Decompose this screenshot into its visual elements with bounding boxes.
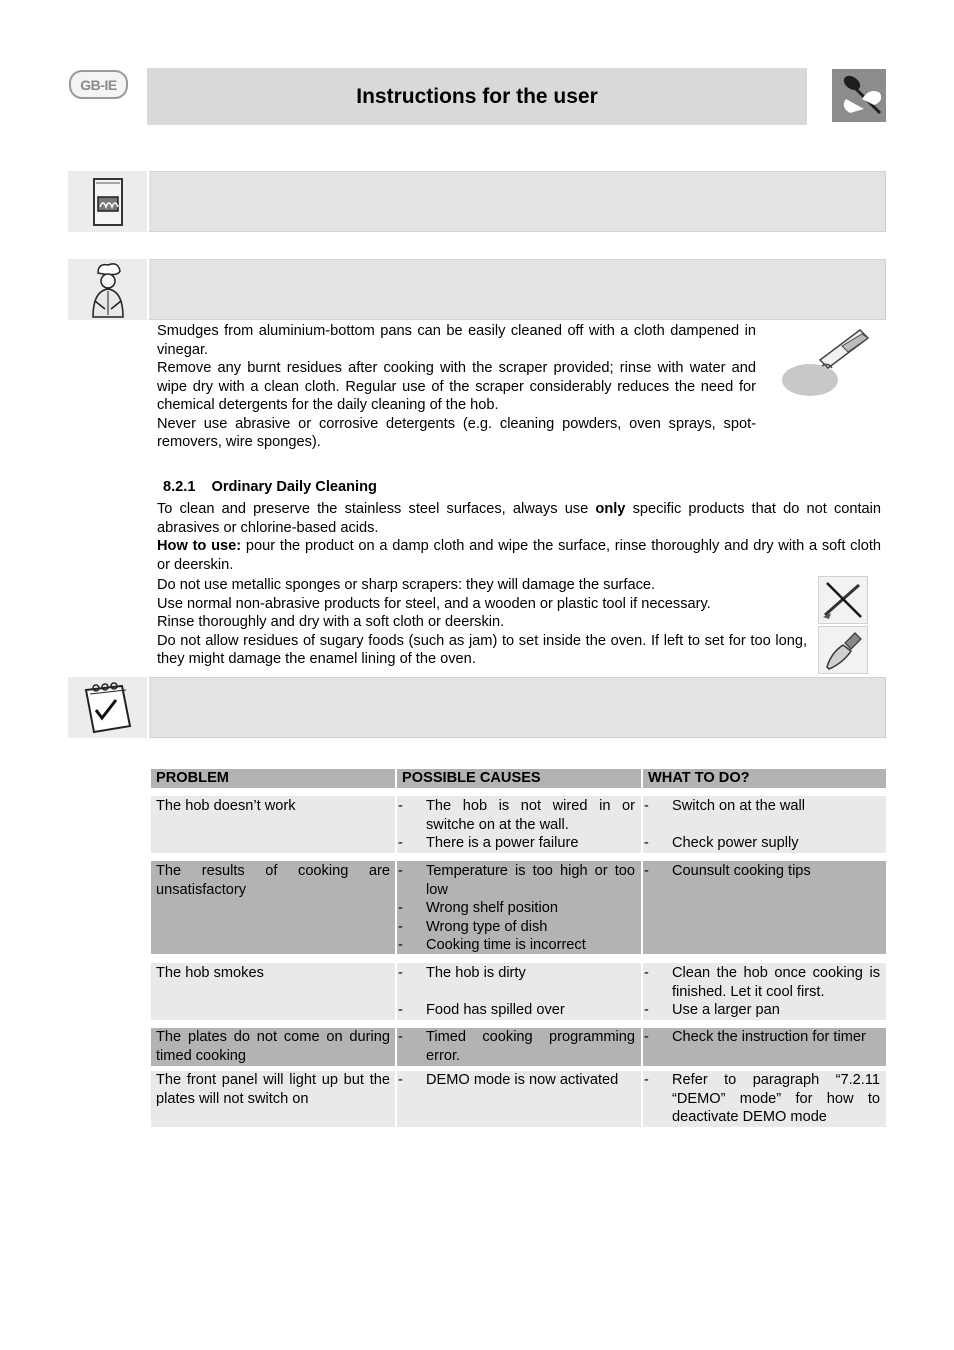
bullet-dash: - — [398, 900, 403, 916]
cause-text: There is a power failure — [426, 835, 579, 851]
table-row-causes — [397, 796, 641, 853]
page-title: Instructions for the user — [147, 68, 807, 125]
text-run: To clean and preserve the stainless steel surfaces, always use — [157, 501, 596, 517]
column-header-problem: PROBLEM — [151, 769, 395, 788]
intro-text — [157, 322, 756, 452]
section-body-narrow — [157, 576, 807, 669]
cause-text: DEMO mode is now activated — [426, 1072, 619, 1088]
list-item — [397, 899, 641, 918]
cause-text: Wrong shelf position — [426, 900, 558, 916]
column-header-actions: WHAT TO DO? — [643, 769, 886, 788]
section-paragraph: Do not use metallic sponges or sharp scrapers: they will damage the surface. — [157, 577, 656, 593]
list-item — [643, 797, 886, 816]
table-row-actions — [643, 1028, 886, 1066]
section-heading — [163, 479, 377, 495]
table-row-actions — [643, 796, 886, 853]
bullet-dash: - — [644, 863, 649, 879]
bullet-dash: - — [644, 1002, 649, 1018]
table-row-problem: The hob doesn’t work — [151, 796, 395, 853]
section-paragraph — [157, 500, 881, 537]
bullet-dash: - — [644, 798, 649, 814]
section-band-cleaning — [68, 259, 886, 320]
oven-door-icon — [68, 171, 149, 232]
cause-text: Wrong type of dish — [426, 918, 548, 935]
bullet-dash: - — [398, 918, 403, 935]
chef-icon — [68, 259, 149, 320]
scraper-icon — [780, 320, 882, 400]
table-row-causes — [397, 1071, 641, 1127]
list-item — [397, 834, 641, 853]
action-text: Switch on at the wall — [672, 798, 806, 814]
table-row-causes — [397, 861, 641, 954]
bullet-dash: - — [398, 835, 403, 851]
bullet-dash: - — [644, 835, 649, 851]
bullet-dash: - — [398, 1029, 403, 1045]
checklist-notepad-icon — [68, 677, 149, 738]
language-badge: GB-IE — [69, 70, 128, 99]
bullet-dash: - — [398, 937, 403, 953]
bullet-dash: - — [398, 798, 403, 814]
list-item — [397, 918, 641, 937]
list-item — [397, 1028, 641, 1065]
bullet-dash: - — [398, 1072, 403, 1088]
bullet-dash: - — [644, 965, 649, 981]
cause-text: The hob is dirty — [426, 965, 526, 981]
list-item — [643, 1028, 886, 1047]
action-text: Refer to paragraph “7.2.11 “DEMO” mode” for how to deactivate DEMO mode — [672, 1072, 880, 1125]
section-title: Ordinary Daily Cleaning — [211, 479, 377, 495]
table-row-problem: The front panel will light up but the plates will not switch on — [151, 1071, 395, 1127]
action-text: Check the instruction for timer — [672, 1029, 866, 1045]
intro-paragraph: Remove any burnt residues after cooking with the scraper provided; rinse with water and wipe dry with a clean cloth. Regular use of the scraper considerably reduces the need for chemical detergents for the daily cleaning of the hob. — [157, 360, 756, 413]
list-item — [643, 1001, 886, 1020]
bullet-dash: - — [398, 1002, 403, 1018]
list-item — [397, 862, 641, 899]
section-band-troubleshooting — [68, 677, 886, 738]
bullet-dash: - — [398, 965, 403, 981]
section-paragraph — [157, 537, 881, 574]
spoon-chef-hat-logo-icon — [832, 69, 886, 122]
list-item — [397, 936, 641, 955]
emphasis-text: How to use: — [157, 538, 242, 554]
text-run: specific products that do not contain abrasives or chlorine-based acids. — [157, 501, 882, 536]
bullet-dash: - — [398, 863, 403, 879]
section-number: 8.2.1 — [163, 479, 196, 495]
table-row-actions — [643, 861, 886, 954]
table-row-actions — [643, 963, 886, 1020]
list-item — [643, 964, 886, 1001]
section-paragraph: Use normal non-abrasive products for steel, and a wooden or plastic tool if necessary. — [157, 595, 711, 612]
table-row-actions — [643, 1071, 886, 1127]
cause-text: Timed cooking programming error. — [426, 1029, 635, 1064]
cause-text: Temperature is too high or too low — [426, 863, 635, 898]
section-paragraph: Do not allow residues of sugary foods (such as jam) to set inside the oven. If left to set for too long, they might damage the enamel lining of the oven. — [157, 632, 807, 667]
section-body — [157, 500, 881, 574]
brush-icon — [818, 626, 868, 674]
intro-paragraph: Smudges from aluminium-bottom pans can be easily cleaned off with a cloth dampened in vinegar. — [157, 323, 756, 358]
table-row-problem: The hob smokes — [151, 963, 395, 1020]
action-text: Counsult cooking tips — [672, 863, 811, 879]
bullet-dash: - — [644, 1072, 649, 1088]
cause-text: The hob is not wired in or switche on at the wall. — [426, 798, 635, 833]
text-run: pour the product on a damp cloth and wipe the surface, rinse thoroughly and dry with a soft cloth or deerskin. — [157, 538, 882, 573]
table-row-causes — [397, 1028, 641, 1066]
intro-paragraph: Never use abrasive or corrosive detergents (e.g. cleaning powders, oven sprays, spot-removers, wire sponges). — [157, 415, 756, 450]
bullet-dash: - — [644, 1029, 649, 1045]
cause-text: Food has spilled over — [426, 1002, 565, 1018]
section-band-oven — [68, 171, 886, 232]
list-item — [643, 834, 886, 853]
action-text: Clean the hob once cooking is finished. Let it cool first. — [672, 965, 880, 1000]
list-item — [643, 862, 886, 881]
table-row-problem: The plates do not come on during timed cooking — [151, 1028, 395, 1066]
list-item — [397, 964, 641, 983]
list-item — [643, 1071, 886, 1127]
emphasis-text: only — [595, 501, 626, 517]
cause-text: Cooking time is incorrect — [426, 937, 586, 953]
list-item — [397, 1071, 641, 1090]
crossed-knife-icon — [818, 576, 868, 624]
section-paragraph: Rinse thoroughly and dry with a soft cloth or deerskin. — [157, 614, 505, 630]
table-row-problem: The results of cooking are unsatisfactory — [151, 861, 395, 954]
table-row-causes — [397, 963, 641, 1020]
action-text: Use a larger pan — [672, 1002, 780, 1018]
column-header-causes: POSSIBLE CAUSES — [397, 769, 641, 788]
action-text: Check power suplly — [672, 835, 799, 851]
list-item — [397, 1001, 641, 1020]
list-item — [397, 797, 641, 834]
